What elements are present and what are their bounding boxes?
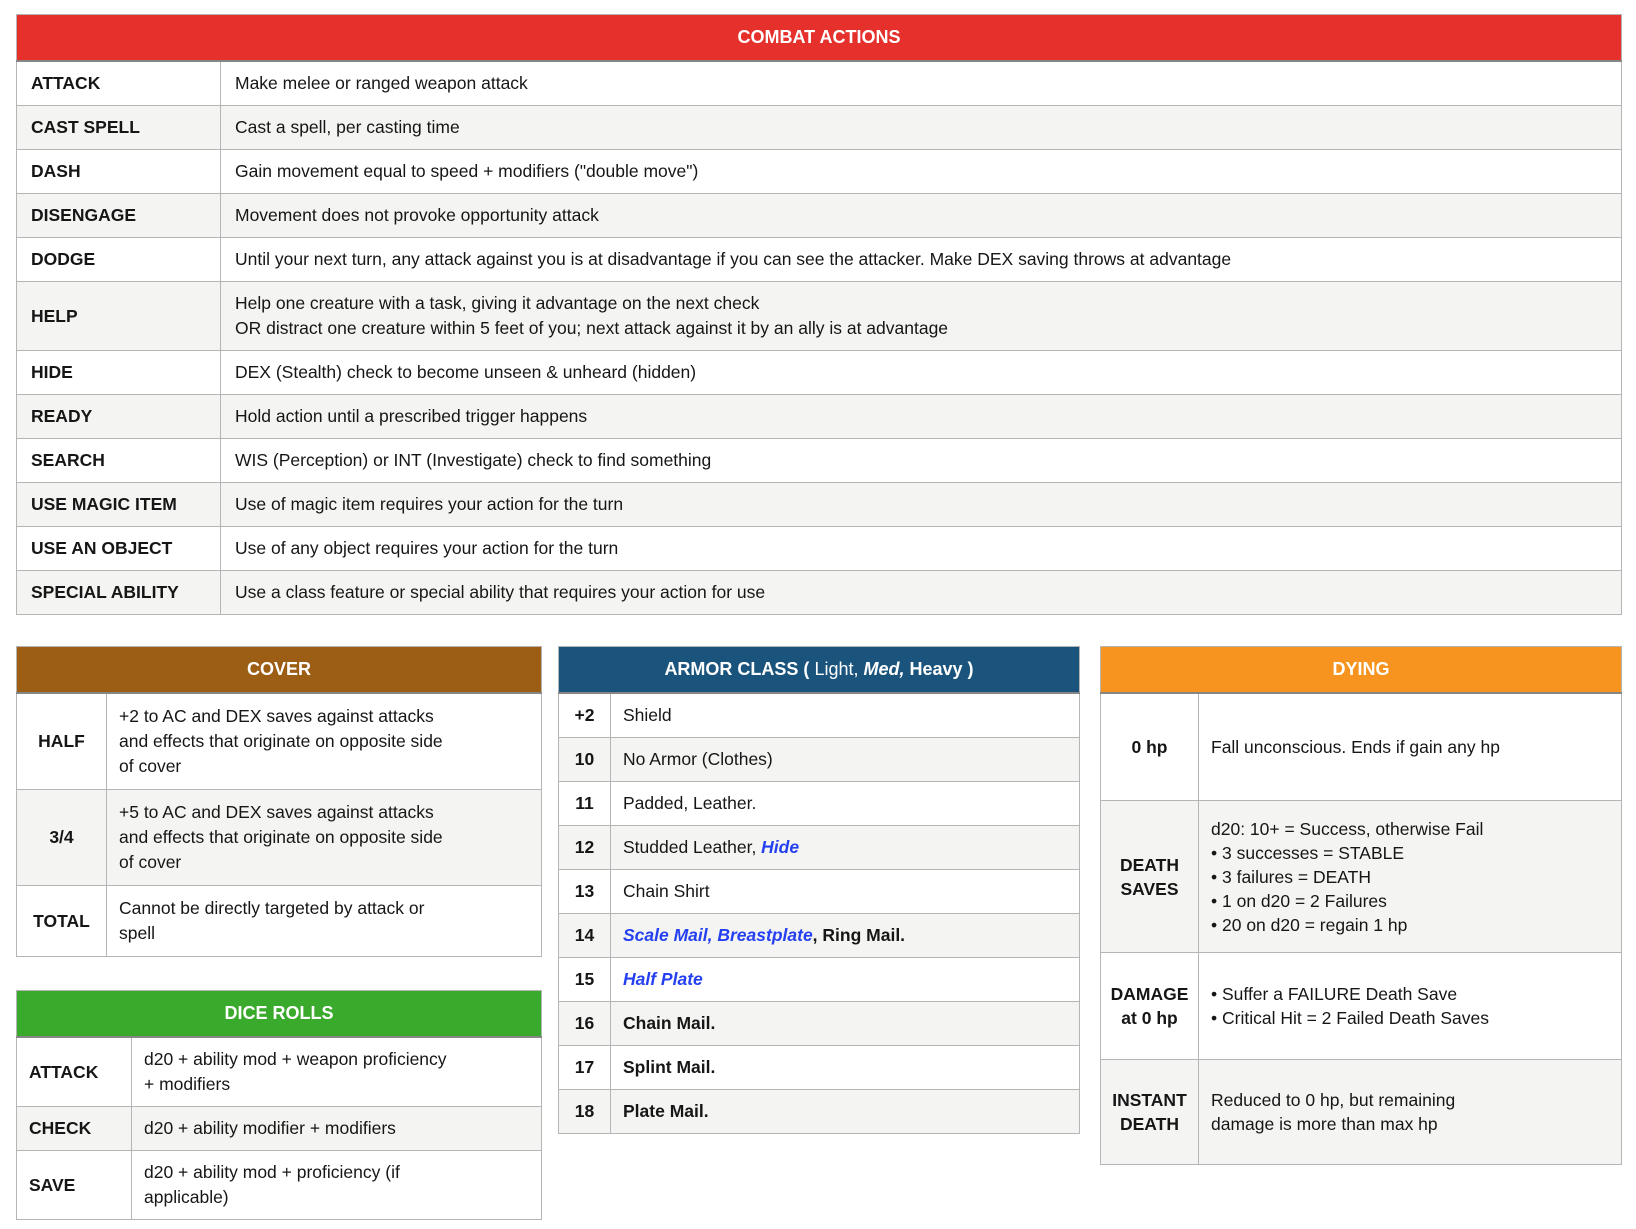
desc-line: WIS (Perception) or INT (Investigate) check to find something bbox=[235, 450, 712, 470]
table-row bbox=[17, 238, 1622, 282]
table-row bbox=[1101, 1060, 1622, 1165]
armor-name-segment: Chain Mail. bbox=[623, 1013, 716, 1033]
table-row bbox=[17, 282, 1622, 351]
row-desc bbox=[221, 194, 1622, 238]
header-title-segment: ARMOR CLASS ( bbox=[664, 659, 815, 679]
row-label: READY bbox=[17, 395, 221, 439]
row-desc bbox=[611, 1046, 1080, 1090]
row-desc bbox=[132, 1107, 542, 1151]
middle-column bbox=[558, 646, 1080, 1134]
desc-line: Until your next turn, any attack against you is at disadvantage if you can see the attacker. Make DEX saving throws at advantage bbox=[235, 249, 1232, 269]
row-label: SEARCH bbox=[17, 439, 221, 483]
row-label: 3/4 bbox=[17, 790, 107, 886]
desc-line: • Critical Hit = 2 Failed Death Saves bbox=[1211, 1008, 1489, 1028]
table-row bbox=[17, 571, 1622, 615]
table-row bbox=[559, 958, 1080, 1002]
row-desc bbox=[132, 1151, 542, 1220]
table-header-row bbox=[559, 647, 1080, 694]
armor-class-table bbox=[558, 646, 1080, 1134]
dying-header: DYING bbox=[1101, 647, 1622, 694]
dying-table bbox=[1100, 646, 1622, 1165]
desc-line: d20 + ability mod + proficiency (if bbox=[144, 1162, 400, 1182]
combat-actions-table bbox=[16, 14, 1622, 615]
table-row bbox=[17, 351, 1622, 395]
row-desc bbox=[221, 483, 1622, 527]
header-title-segment: Heavy ) bbox=[904, 659, 974, 679]
table-row bbox=[1101, 693, 1622, 801]
row-label: TOTAL bbox=[17, 886, 107, 957]
header-title-segment: Light, bbox=[814, 659, 859, 679]
desc-line: • 20 on d20 = regain 1 hp bbox=[1211, 914, 1408, 935]
row-desc bbox=[221, 527, 1622, 571]
row-label: DASH bbox=[17, 150, 221, 194]
row-label: DISENGAGE bbox=[17, 194, 221, 238]
row-desc bbox=[221, 351, 1622, 395]
table-row bbox=[17, 1107, 542, 1151]
row-desc bbox=[221, 238, 1622, 282]
row-label: HIDE bbox=[17, 351, 221, 395]
header-title-segment: Med, bbox=[858, 659, 905, 679]
row-desc bbox=[611, 914, 1080, 958]
row-desc bbox=[221, 106, 1622, 150]
armor-value: 17 bbox=[559, 1046, 611, 1090]
dice-rolls-header: DICE ROLLS bbox=[17, 991, 542, 1038]
armor-class-header bbox=[559, 647, 1080, 694]
combat-actions-header: COMBAT ACTIONS bbox=[17, 15, 1622, 62]
desc-line: d20: 10+ = Success, otherwise Fail bbox=[1211, 818, 1484, 839]
spacer bbox=[16, 957, 542, 990]
armor-value: 14 bbox=[559, 914, 611, 958]
table-row bbox=[1101, 801, 1622, 953]
table-row bbox=[559, 1002, 1080, 1046]
row-label: USE MAGIC ITEM bbox=[17, 483, 221, 527]
desc-line: • 3 successes = STABLE bbox=[1211, 842, 1405, 863]
table-header-row bbox=[17, 647, 542, 694]
desc-line: +2 to AC and DEX saves against attacks bbox=[119, 706, 434, 726]
row-desc bbox=[221, 395, 1622, 439]
row-label: ATTACK bbox=[17, 61, 221, 106]
table-row bbox=[17, 194, 1622, 238]
desc-line: damage is more than max hp bbox=[1211, 1114, 1438, 1134]
table-row bbox=[559, 693, 1080, 738]
armor-name-segment: Splint Mail. bbox=[623, 1057, 716, 1077]
armor-value: 16 bbox=[559, 1002, 611, 1046]
row-label: CHECK bbox=[17, 1107, 132, 1151]
desc-line: Use of magic item requires your action for the turn bbox=[235, 494, 624, 514]
row-desc bbox=[611, 826, 1080, 870]
table-row bbox=[559, 870, 1080, 914]
row-desc bbox=[221, 61, 1622, 106]
table-row bbox=[17, 150, 1622, 194]
row-desc bbox=[611, 1090, 1080, 1134]
cover-table bbox=[16, 646, 542, 957]
row-desc bbox=[611, 958, 1080, 1002]
row-label: HELP bbox=[17, 282, 221, 351]
desc-line: OR distract one creature within 5 feet of you; next attack against it by an ally is at advantage bbox=[235, 318, 949, 338]
table-row bbox=[17, 790, 542, 886]
desc-line: • Suffer a FAILURE Death Save bbox=[1211, 984, 1458, 1004]
table-row bbox=[559, 826, 1080, 870]
armor-name-segment: Chain Shirt bbox=[623, 881, 710, 901]
armor-name-segment: Half Plate bbox=[623, 969, 703, 989]
desc-line: Cannot be directly targeted by attack or bbox=[119, 898, 425, 918]
row-label: DAMAGE at 0 hp bbox=[1101, 953, 1199, 1060]
desc-line: Make melee or ranged weapon attack bbox=[235, 73, 528, 93]
row-desc bbox=[107, 693, 542, 790]
table-row bbox=[559, 1090, 1080, 1134]
desc-line: d20 + ability modifier + modifiers bbox=[144, 1118, 396, 1138]
armor-name-segment: Scale Mail, Breastplate bbox=[623, 925, 813, 945]
armor-name-segment: Hide bbox=[761, 837, 800, 857]
row-desc bbox=[611, 738, 1080, 782]
row-label: 0 hp bbox=[1101, 693, 1199, 801]
row-desc bbox=[1199, 693, 1622, 801]
desc-line: and effects that originate on opposite side bbox=[119, 731, 443, 751]
row-desc bbox=[107, 790, 542, 886]
row-label: INSTANT DEATH bbox=[1101, 1060, 1199, 1165]
desc-line: applicable) bbox=[144, 1187, 229, 1207]
row-label: DEATH SAVES bbox=[1101, 801, 1199, 953]
armor-value: +2 bbox=[559, 693, 611, 738]
desc-line: Gain movement equal to speed + modifiers ("double move") bbox=[235, 161, 699, 181]
table-row bbox=[17, 395, 1622, 439]
left-column bbox=[16, 646, 542, 1220]
armor-value: 12 bbox=[559, 826, 611, 870]
table-row bbox=[17, 527, 1622, 571]
armor-name-segment: Ring Mail. bbox=[822, 925, 906, 945]
row-label: ATTACK bbox=[17, 1037, 132, 1107]
desc-line: and effects that originate on opposite side bbox=[119, 827, 443, 847]
row-desc bbox=[611, 1002, 1080, 1046]
dice-rolls-table bbox=[16, 990, 542, 1220]
table-row bbox=[559, 914, 1080, 958]
row-label: HALF bbox=[17, 693, 107, 790]
row-desc bbox=[1199, 953, 1622, 1060]
right-column bbox=[1100, 646, 1622, 1165]
armor-name-segment: , bbox=[812, 925, 823, 945]
desc-line: spell bbox=[119, 923, 155, 943]
row-label: SAVE bbox=[17, 1151, 132, 1220]
row-desc bbox=[132, 1037, 542, 1107]
armor-value: 15 bbox=[559, 958, 611, 1002]
row-desc bbox=[107, 886, 542, 957]
desc-line: + modifiers bbox=[144, 1074, 231, 1094]
desc-line: DEX (Stealth) check to become unseen & unheard (hidden) bbox=[235, 362, 697, 382]
table-row bbox=[17, 439, 1622, 483]
table-row bbox=[17, 483, 1622, 527]
table-row bbox=[17, 1037, 542, 1107]
desc-line: +5 to AC and DEX saves against attacks bbox=[119, 802, 434, 822]
row-desc bbox=[611, 870, 1080, 914]
armor-value: 11 bbox=[559, 782, 611, 826]
armor-name-segment: Padded, Leather. bbox=[623, 793, 757, 813]
desc-line: • 1 on d20 = 2 Failures bbox=[1211, 890, 1387, 911]
row-desc bbox=[221, 439, 1622, 483]
armor-value: 18 bbox=[559, 1090, 611, 1134]
cover-header: COVER bbox=[17, 647, 542, 694]
desc-line: Movement does not provoke opportunity attack bbox=[235, 205, 599, 225]
table-row bbox=[559, 1046, 1080, 1090]
desc-line: Use of any object requires your action for the turn bbox=[235, 538, 619, 558]
row-desc bbox=[221, 282, 1622, 351]
row-label: CAST SPELL bbox=[17, 106, 221, 150]
table-header-row bbox=[17, 15, 1622, 62]
desc-line: d20 + ability mod + weapon proficiency bbox=[144, 1049, 447, 1069]
table-row bbox=[17, 886, 542, 957]
table-row bbox=[17, 1151, 542, 1220]
desc-line: Help one creature with a task, giving it advantage on the next check bbox=[235, 293, 760, 313]
table-row bbox=[559, 782, 1080, 826]
desc-line: Use a class feature or special ability that requires your action for use bbox=[235, 582, 766, 602]
desc-line: Cast a spell, per casting time bbox=[235, 117, 460, 137]
table-header-row bbox=[1101, 647, 1622, 694]
row-desc bbox=[1199, 1060, 1622, 1165]
desc-line: Hold action until a prescribed trigger happens bbox=[235, 406, 588, 426]
row-desc bbox=[221, 571, 1622, 615]
armor-name-segment: Studded Leather, bbox=[623, 837, 762, 857]
table-row bbox=[17, 106, 1622, 150]
table-row bbox=[559, 738, 1080, 782]
armor-name-segment: No Armor (Clothes) bbox=[623, 749, 773, 769]
table-row bbox=[17, 61, 1622, 106]
table-header-row bbox=[17, 991, 542, 1038]
row-desc bbox=[221, 150, 1622, 194]
armor-value: 13 bbox=[559, 870, 611, 914]
row-label: USE AN OBJECT bbox=[17, 527, 221, 571]
row-desc bbox=[611, 693, 1080, 738]
armor-name-segment: Plate Mail. bbox=[623, 1101, 709, 1121]
armor-name-segment: Shield bbox=[623, 705, 672, 725]
row-desc bbox=[1199, 801, 1622, 953]
desc-line: Fall unconscious. Ends if gain any hp bbox=[1211, 737, 1500, 757]
table-row bbox=[1101, 953, 1622, 1060]
armor-value: 10 bbox=[559, 738, 611, 782]
row-desc bbox=[611, 782, 1080, 826]
desc-line: • 3 failures = DEATH bbox=[1211, 866, 1371, 887]
desc-line: of cover bbox=[119, 756, 182, 776]
desc-line: of cover bbox=[119, 852, 182, 872]
row-label: SPECIAL ABILITY bbox=[17, 571, 221, 615]
desc-line: Reduced to 0 hp, but remaining bbox=[1211, 1090, 1456, 1110]
lower-section bbox=[16, 646, 1622, 1220]
row-label: DODGE bbox=[17, 238, 221, 282]
table-row bbox=[17, 693, 542, 790]
